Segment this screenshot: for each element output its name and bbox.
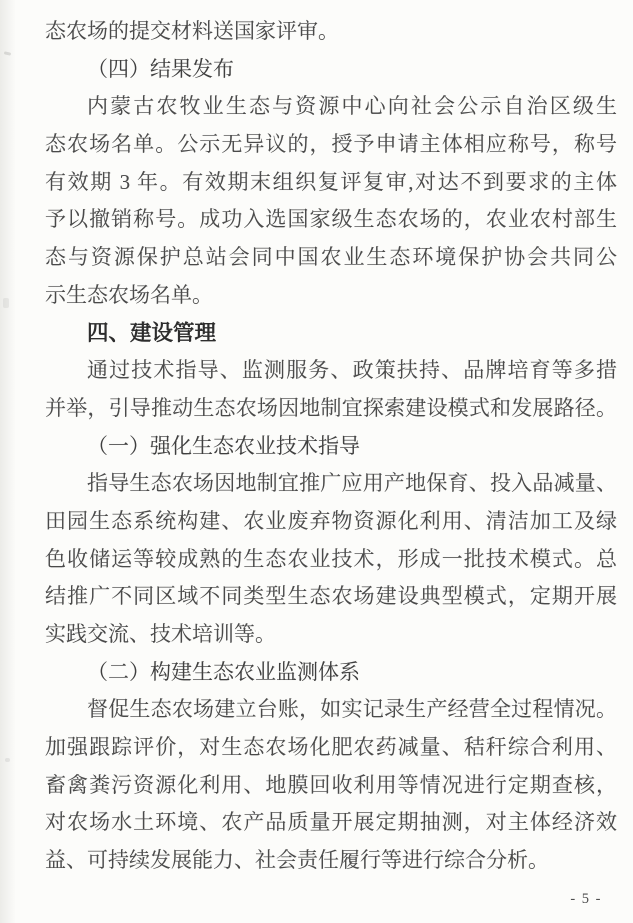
heading-strengthen-eco-tech-guidance: （一）强化生态农业技术指导	[87, 433, 360, 458]
text-line: 指导生态农场因地制宜推广应用产地保育、投入品减量、	[87, 471, 617, 496]
text-line: 色收储运等较成熟的生态农业技术，形成一批技术模式。总	[45, 546, 617, 571]
heading-build-eco-monitoring-system: （二）构建生态农业监测体系	[87, 659, 360, 684]
scan-artifact	[5, 758, 10, 762]
text-line: 加强跟踪评价，对生态农场化肥农药减量、秸秆综合利用、	[45, 735, 617, 760]
text-line: 予以撤销称号。成功入选国家级生态农场的，农业农村部生	[45, 207, 617, 232]
text-line: 畜禽粪污资源化利用、地膜回收利用等情况进行定期查核，	[45, 772, 617, 797]
text-line: 田园生态系统构建、农业废弃物资源化利用、清洁加工及绿	[45, 508, 617, 533]
page-body-text	[45, 13, 617, 880]
text-line: 态与资源保护总站会同中国农业生态环境保护协会共同公	[45, 245, 617, 270]
text-line: 示生态农场名单。	[45, 282, 213, 307]
text-line: 对农场水土环境、农产品质量开展定期抽测，对主体经济效	[45, 810, 617, 835]
text-line: 督促生态农场建立台账，如实记录生产经营全过程情况。	[87, 697, 617, 722]
text-line: 结推广不同区域不同类型生态农场建设典型模式，定期开展	[45, 584, 617, 609]
text-line: 实践交流、技术培训等。	[45, 622, 276, 646]
text-line: 态农场的提交材料送国家评审。	[45, 19, 339, 43]
scan-artifact	[4, 51, 11, 55]
scan-artifact	[3, 298, 9, 308]
text-line: 益、可持续发展能力、社会责任履行等进行综合分析。	[45, 848, 549, 873]
heading-construction-management: 四、建设管理	[87, 320, 217, 345]
heading-result-release: （四）结果发布	[87, 56, 234, 81]
text-line: 有效期 3 年。有效期末组织复评复审,对达不到要求的主体	[45, 169, 617, 194]
page-number: - 5 -	[570, 891, 602, 907]
scan-edge-shading	[0, 0, 16, 923]
text-line: 并举，引导推动生态农场因地制宜探索建设模式和发展路径。	[45, 395, 617, 420]
text-line: 通过技术指导、监测服务、政策扶持、品牌培育等多措	[87, 358, 617, 383]
text-line: 态农场名单。公示无异议的，授予申请主体相应称号，称号	[45, 132, 617, 157]
text-line: 内蒙古农牧业生态与资源中心向社会公示自治区级生	[87, 94, 617, 119]
